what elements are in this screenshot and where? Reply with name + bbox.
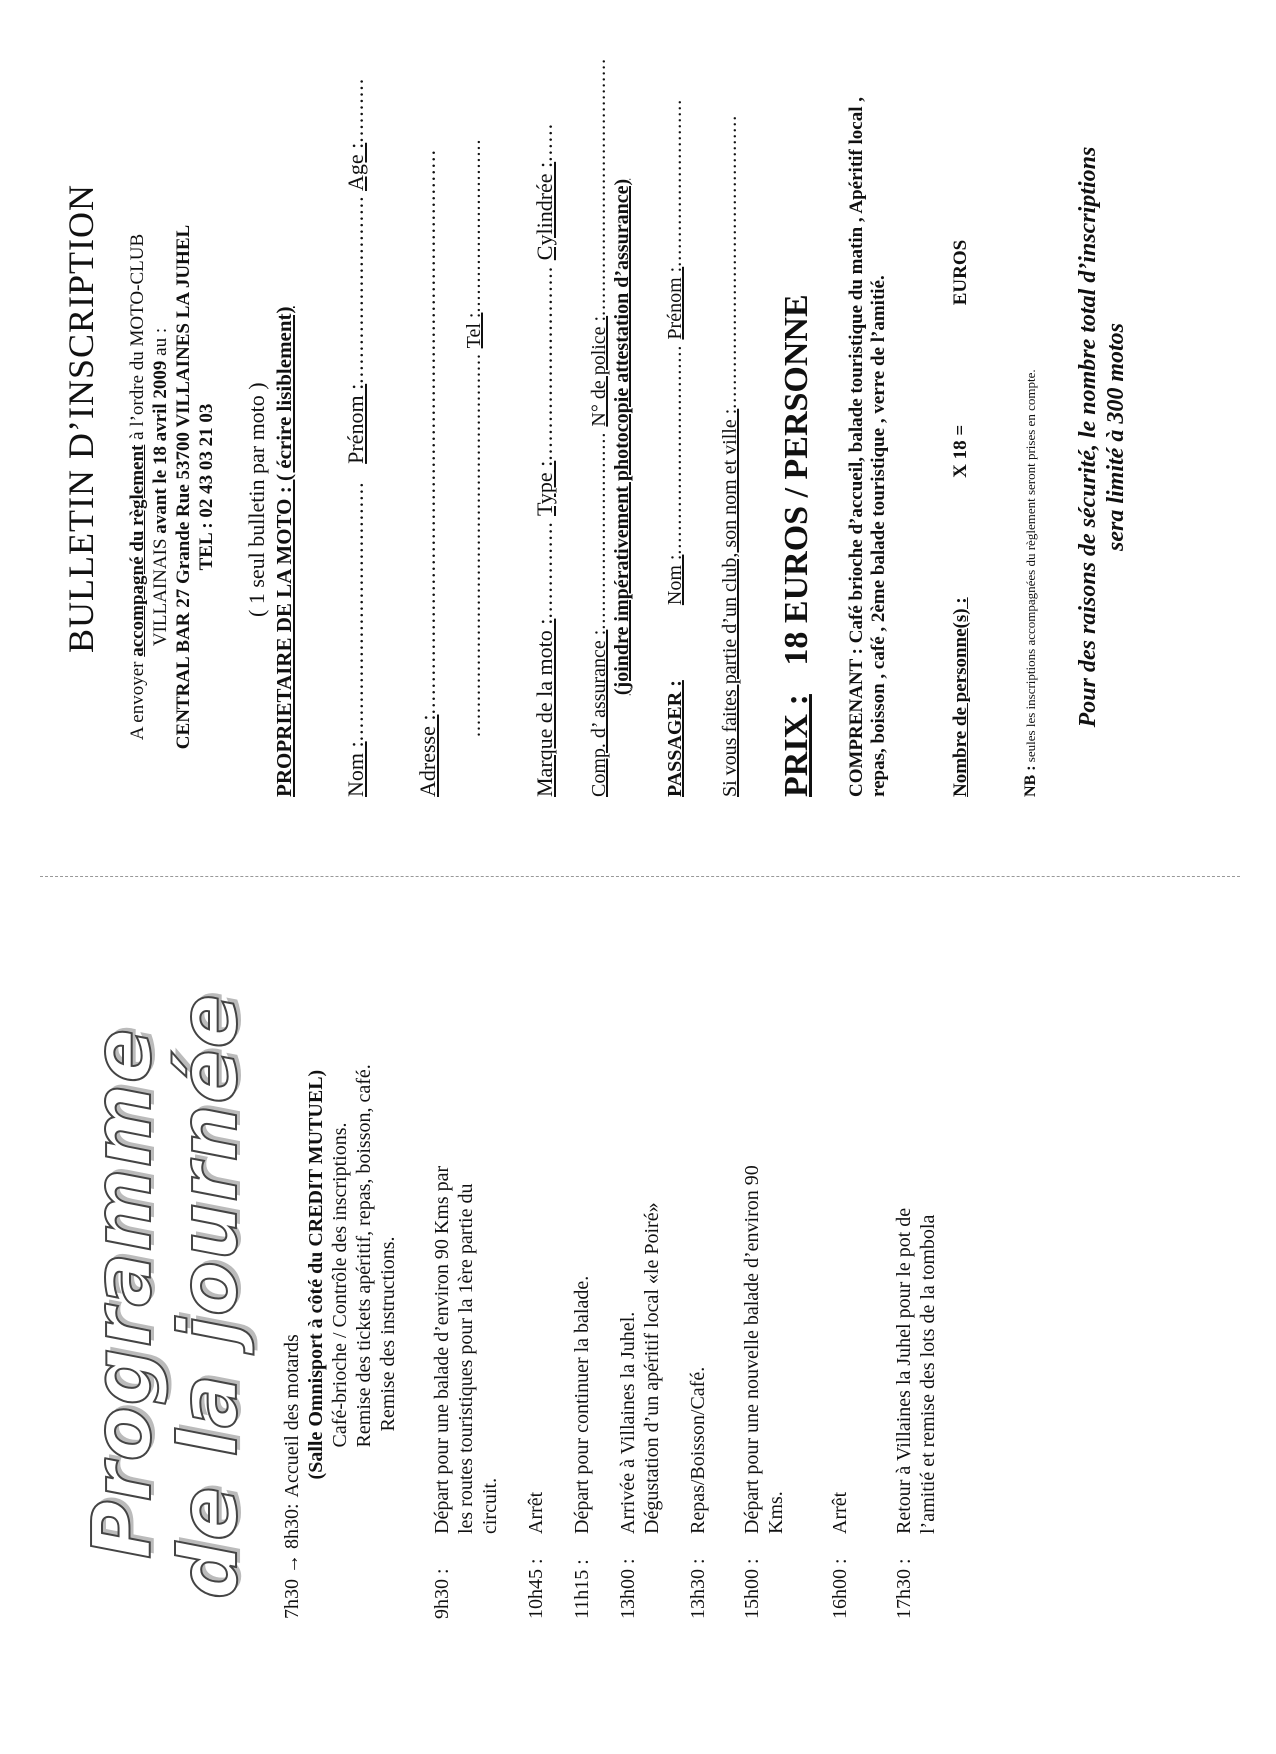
adresse-label: Adresse : bbox=[415, 714, 440, 797]
programme-item bbox=[828, 927, 852, 1619]
nom-label: Nom : bbox=[343, 741, 368, 797]
passager-nom-field[interactable]: ................................... bbox=[664, 344, 686, 555]
cylindree-field[interactable]: ...... bbox=[532, 122, 557, 162]
security-note bbox=[1074, 77, 1130, 797]
owner-name-row bbox=[343, 40, 369, 797]
police-label: N° de police : bbox=[588, 315, 610, 427]
programme-item bbox=[430, 927, 502, 1619]
owner-heading: PROPRIETAIRE DE LA MOTO : ( écrire lisiblement) bbox=[272, 306, 296, 797]
programme-line: Café-brioche / Contrôle des inscriptions. bbox=[329, 1122, 351, 1448]
programme-time: 15h00 : bbox=[741, 1558, 763, 1619]
people-count-row bbox=[950, 40, 972, 797]
programme-item bbox=[524, 927, 548, 1619]
type-label: Type : bbox=[532, 460, 557, 516]
programme-line: Départ pour une nouvelle balade d’environ 90 bbox=[741, 1165, 763, 1534]
cylindree-label: Cylindrée : bbox=[532, 161, 557, 261]
programme-time: 13h00 : bbox=[617, 1558, 639, 1619]
passager-prenom-label: Prénom : bbox=[664, 266, 686, 340]
prix-label: PRIX : bbox=[778, 694, 815, 797]
passager-label: PASSAGER : bbox=[664, 680, 686, 797]
programme-line: Retour à Villaines la Juhel pour le pot de bbox=[893, 1207, 915, 1534]
programme-list bbox=[280, 927, 940, 1619]
programme-line: Dégustation d’un apéritif local «le Poiré» bbox=[641, 1202, 663, 1534]
type-field[interactable]: .............................. bbox=[532, 265, 557, 461]
intro-text: A envoyer bbox=[127, 656, 148, 741]
club-row bbox=[719, 40, 742, 797]
programme-line: Départ pour continuer la balade. bbox=[571, 1275, 593, 1534]
programme-time: 13h30 : bbox=[687, 1558, 709, 1619]
nb-label: NB : bbox=[1022, 765, 1039, 797]
nb-note bbox=[1022, 40, 1040, 797]
tel-label: Tel : bbox=[463, 312, 485, 349]
programme-line: Départ pour une balade d’environ 90 Kms par bbox=[431, 1165, 453, 1534]
programme-time: 7h30 → 8h30: bbox=[281, 1503, 303, 1619]
programme-item bbox=[280, 927, 400, 1619]
programme-panel bbox=[0, 877, 1276, 1754]
programme-item bbox=[686, 927, 710, 1619]
adresse-field-2[interactable]: ................................................................ bbox=[463, 353, 485, 737]
programme-line: Arrêt bbox=[829, 1491, 851, 1534]
programme-title-line2: de la journée bbox=[162, 993, 255, 1599]
programme-time: 9h30 : bbox=[431, 1568, 453, 1619]
programme-line: l’amitié et remise des lots de la tombola bbox=[917, 1214, 939, 1534]
marque-label: Marque de la moto : bbox=[532, 618, 557, 797]
programme-time: 17h30 : bbox=[893, 1558, 915, 1619]
programme-line: circuit. bbox=[479, 1477, 501, 1534]
programme-title-line1: Programme bbox=[76, 1027, 169, 1559]
form-title: BULLETIN D’INSCRIPTION bbox=[61, 184, 101, 653]
moto-row bbox=[532, 40, 558, 797]
includes-text bbox=[846, 77, 890, 797]
programme-line: Remise des instructions. bbox=[377, 1236, 399, 1432]
age-label: Age : bbox=[343, 142, 368, 192]
comprenant-label: COMPRENANT bbox=[846, 659, 867, 797]
intro-text-bold: accompagné du règlement bbox=[127, 444, 148, 657]
insurance-note: (joindre impérativement photocopie attestation d’assurance) bbox=[611, 178, 633, 696]
passager-prenom-field[interactable]: ............................ bbox=[664, 98, 686, 267]
nombre-label: Nombre de personne(s) : bbox=[950, 597, 971, 797]
one-per-moto-note: ( 1 seul bulletin par moto ) bbox=[244, 382, 269, 617]
programme-line: Accueil des motards bbox=[281, 1334, 303, 1498]
address-row bbox=[415, 40, 441, 797]
nombre-unit: EUROS bbox=[950, 239, 971, 306]
phone-line: TEL : 02 43 03 21 03 bbox=[196, 403, 217, 571]
programme-text bbox=[740, 927, 788, 1534]
assurance-label: Comp. d’ assurance : bbox=[588, 629, 610, 797]
programme-text bbox=[892, 927, 940, 1534]
prenom-label: Prénom : bbox=[343, 383, 368, 464]
programme-item bbox=[740, 927, 788, 1619]
nom-field[interactable]: ........................................ bbox=[343, 481, 368, 742]
insurance-row bbox=[588, 40, 611, 797]
passenger-row bbox=[664, 40, 687, 797]
programme-text bbox=[280, 927, 400, 1497]
adresse-field[interactable]: ....................................................................................... bbox=[415, 149, 440, 715]
programme-text bbox=[616, 927, 664, 1534]
programme-time: 16h00 : bbox=[829, 1558, 851, 1619]
tel-row bbox=[463, 40, 486, 737]
tel-field[interactable]: ............................. bbox=[463, 138, 485, 313]
prenom-field[interactable]: ............................. bbox=[343, 195, 368, 384]
programme-item bbox=[570, 927, 594, 1619]
security-line: sera limité à 300 motos bbox=[1103, 323, 1129, 551]
programme-line: Arrêt bbox=[525, 1491, 547, 1534]
intro-text: au : bbox=[150, 327, 171, 361]
address-line: CENTRAL BAR 27 Grande Rue 53700 VILLAINES LA JUHEL bbox=[173, 224, 194, 750]
venue-line: (Salle Omnisport à côté du CREDIT MUTUEL) bbox=[305, 1069, 327, 1480]
age-field[interactable]: .......... bbox=[343, 77, 368, 143]
comprenant-text: : Café brioche d’accueil, balade touristique du matin , Apéritif local , repas, boisson , café , 2ème balade touristique , verre de l’amitié. bbox=[846, 97, 889, 797]
programme-item bbox=[892, 927, 940, 1619]
police-field[interactable]: ........................................... bbox=[588, 57, 610, 316]
programme-line: les routes touristiques pour la 1ère partie du bbox=[455, 1183, 477, 1534]
deadline-text: avant le 18 avril 2009 bbox=[150, 360, 171, 534]
programme-line: Arrivée à Villaines la Juhel. bbox=[617, 1311, 639, 1534]
intro-text: à l’ordre du MOTO-CLUB bbox=[127, 233, 148, 445]
prix-value: 18 EUROS / PERSONNE bbox=[778, 294, 815, 666]
marque-field[interactable]: ............... bbox=[532, 521, 557, 619]
nb-text: seules les inscriptions accompagnées du règlement seront prises en compte. bbox=[1023, 369, 1038, 766]
assurance-field[interactable]: ................................. bbox=[588, 431, 610, 630]
intro-text: VILLAINAIS bbox=[150, 533, 171, 647]
nombre-calc: X 18 = bbox=[950, 424, 971, 478]
programme-item bbox=[616, 927, 664, 1619]
security-line: Pour des raisons de sécurité, le nombre total d’inscriptions bbox=[1075, 146, 1101, 728]
club-label: Si vous faites partie d’un club, son nom et ville : bbox=[719, 408, 741, 797]
club-field[interactable]: ................................................. bbox=[719, 114, 741, 409]
programme-line: Repas/Boisson/Café. bbox=[687, 1366, 709, 1534]
programme-time: 11h15 : bbox=[571, 1559, 593, 1619]
programme-line: Remise des tickets apéritif, repas, boisson, café. bbox=[353, 1064, 375, 1448]
passager-nom-label: Nom : bbox=[664, 554, 686, 606]
programme-time: 10h45 : bbox=[525, 1558, 547, 1619]
price-line bbox=[778, 40, 816, 797]
form-intro bbox=[126, 177, 218, 797]
programme-line: Kms. bbox=[765, 1491, 787, 1534]
programme-text bbox=[430, 927, 502, 1534]
